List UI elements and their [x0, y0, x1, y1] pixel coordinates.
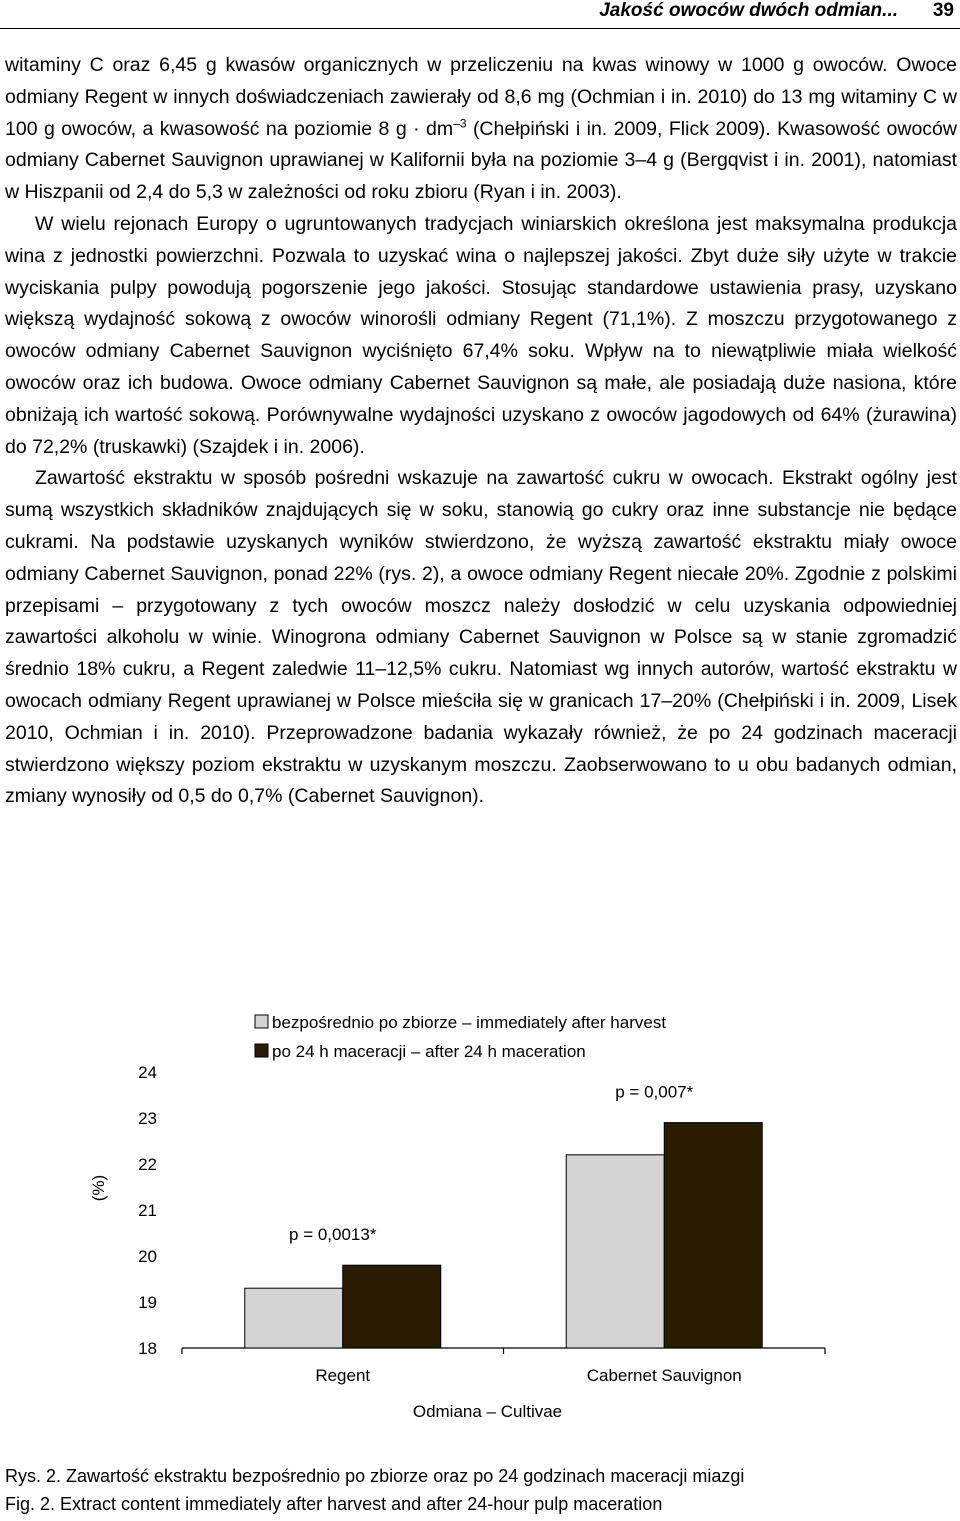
bar-2 [664, 1123, 762, 1348]
running-title: Jakość owoców dwóch odmian... [599, 0, 898, 21]
page-number: 39 [932, 0, 954, 21]
legend-swatch [255, 1015, 268, 1028]
y-tick-label: 21 [138, 1201, 157, 1220]
x-tick-label: Cabernet Sauvignon [586, 1366, 742, 1385]
y-tick-label: 19 [138, 1293, 157, 1312]
figure-2-chart [0, 1000, 960, 1430]
paragraph-1 [5, 50, 957, 209]
y-tick-label: 24 [138, 1063, 157, 1082]
legend-swatch [255, 1044, 268, 1057]
legend-label: bezpośrednio po zbiorze – immediately after harvest [272, 1013, 667, 1032]
paragraph-3: Zawartość ekstraktu w sposób pośredni wskazuje na zawartość cukru w owocach. Ekstrakt ogólny jest sumą wszystkich składników znajdujących się w soku, stanowią go cukry oraz inne substancje nie będące cukrami. Na podstawie uzyskanych wyników stwierdzono, że wyższą zawartość ekstraktu miały owoce odmiany Cabernet Sauvignon, ponad 22% (rys. 2), a owoce odmiany Regent niecałe 20%. Zgodnie z polskimi przepisami – przygotowany z tych owoców moszcz należy dosłodzić w celu uzyskania odpowiedniej zawartości alkoholu w winie. Winogrona odmiany Cabernet Sauvignon w Polsce są w stanie zgromadzić średnio 18% cukru, a Regent zaledwie 11–12,5% cukru. Natomiast wg innych autorów, wartość ekstraktu w owocach odmiany Regent uprawianej w Polsce mieściła się w granicach 17–20% (Chełpiński i in. 2009, Lisek 2010, Ochmian i in. 2010). Przeprowadzone badania wykazały również, że po 24 godzinach maceracji stwierdzono większy poziom ekstraktu w uzyskanym moszczu. Zaobserwowano to u obu badanych odmian, zmiany wynosiły od 0,5 do 0,7% (Cabernet Sauvignon). [5, 467, 957, 808]
paragraph-2: W wielu rejonach Europy o ugruntowanych tradycjach winiarskich określona jest maksymalna produkcja wina z jednostki powierzchni. Pozwala to uzyskać wina o najlepszej jakości. Zbyt duże siły użyte w trakcie wyciskania pulpy powodują pogorszenie jego jakości. Stosując standardowe ustawienia prasy, uzyskano większą wydajność sokową z owoców winorośli odmiany Regent (71,1%). Z moszczu przygotowanego z owoców odmiany Cabernet Sauvignon wyciśnięto 67,4% soku. Wpływ na to niewątpliwie miała wielkość owoców oraz ich budowa. Owoce odmiany Cabernet Sauvignon są małe, ale posiadają duże nasiona, które obniżają ich wartość sokową. Porównywalne wydajności uzyskano z owoców jagodowych od 64% (żurawina) do 72,2% (truskawki) (Szajdek i in. 2006). [5, 212, 957, 458]
y-axis-label: (%) [89, 1174, 108, 1202]
y-tick-label: 20 [138, 1247, 157, 1266]
legend-label: po 24 h maceracji – after 24 h maceration [272, 1042, 586, 1061]
bar-2 [343, 1265, 441, 1348]
paragraph-1-text: witaminy C oraz 6,45 g kwasów organicznych w przeliczeniu na kwas winowy w 1000 g owoców. Owoce odmiany Regent w innych doświadczeniach zawierały od 8,6 mg (Ochmian i in. 2010) do 13 mg witaminy C w 100 g owoców, a kwasowość na poziomie 8 g · dm [5, 54, 957, 140]
x-tick-label: Regent [315, 1366, 371, 1385]
p-value-annotation: p = 0,0013* [289, 1225, 377, 1245]
bar-chart [0, 1000, 960, 1430]
y-tick-label: 22 [138, 1155, 157, 1174]
body-text [5, 50, 957, 813]
x-axis-label: Odmiana – Cultivae [412, 1402, 563, 1421]
exponent: –3 [453, 116, 467, 131]
paragraph-1-tail: (Chełpiński i in. 2009, Flick 2009). Kwasowość owoców odmiany Cabernet Sauvignon uprawianej w Kalifornii była na poziomie 3–4 g (Bergqvist i in. 2001), natomiast w Hiszpanii od 2,4 do 5,3 w zależności od roku zbioru (Ryan i in. 2003). [5, 117, 957, 204]
caption-en: Fig. 2. Extract content immediately after harvest and after 24-hour pulp maceration [5, 1494, 663, 1514]
bar-1 [566, 1155, 664, 1348]
y-tick-label: 23 [138, 1109, 157, 1128]
bar-1 [245, 1288, 343, 1348]
y-tick-label: 18 [138, 1339, 157, 1358]
page-header [0, 0, 960, 29]
p-value-annotation: p = 0,007* [615, 1082, 694, 1102]
caption-pl: Rys. 2. Zawartość ekstraktu bezpośrednio po zbiorze oraz po 24 godzinach maceracji miazgi [5, 1466, 745, 1486]
